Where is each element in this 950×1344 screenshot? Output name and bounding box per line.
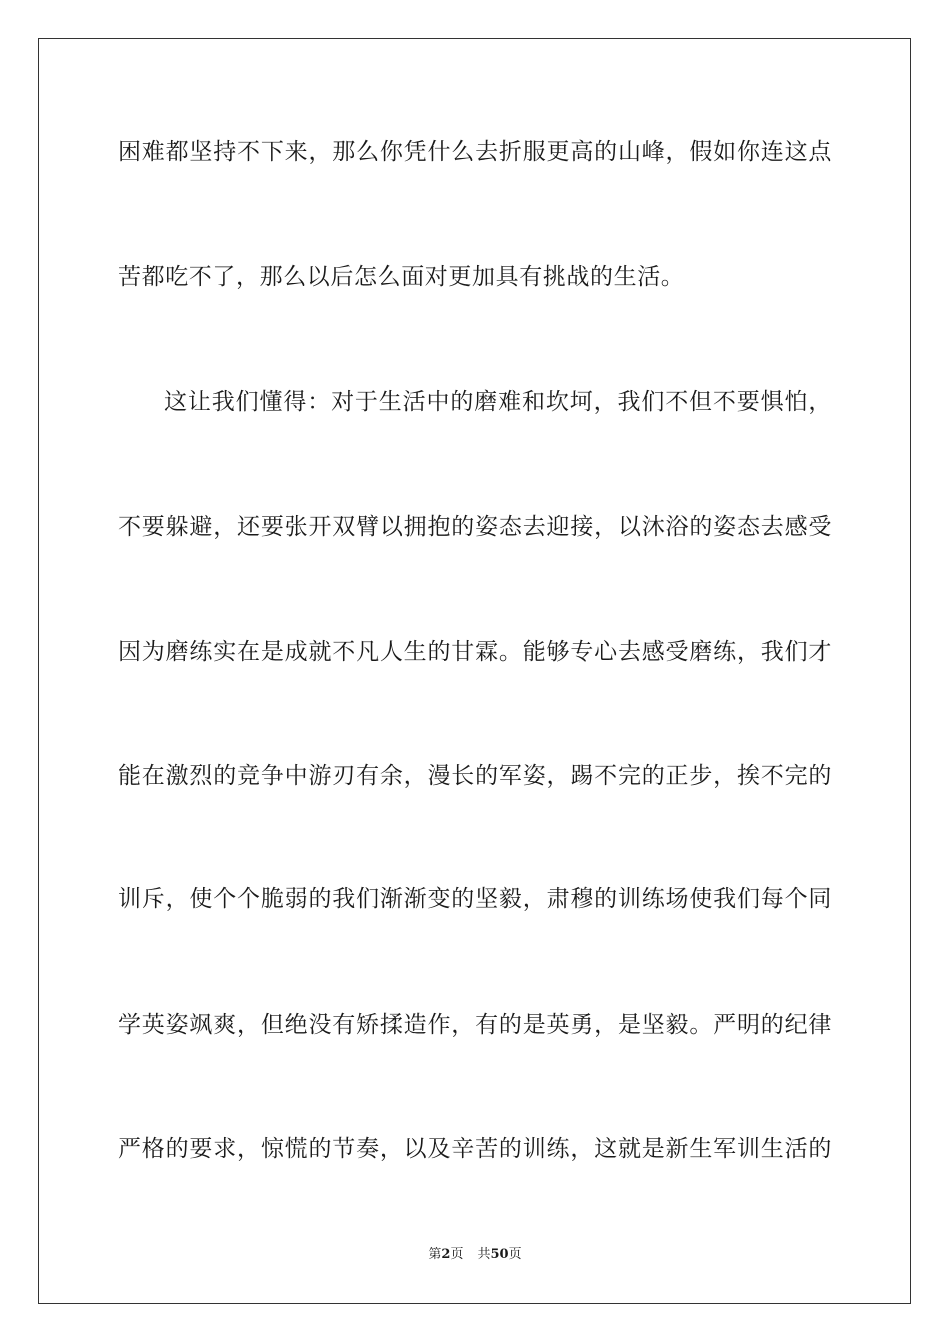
text-line: 苦都吃不了，那么以后怎么面对更加具有挑战的生活。 <box>118 264 685 290</box>
text-line: 严格的要求，惊慌的节奏，以及辛苦的训练，这就是新生军训生活的 <box>118 1136 832 1162</box>
text-line: 困难都坚持不下来，那么你凭什么去折服更高的山峰，假如你连这点 <box>118 139 832 165</box>
page-footer <box>0 1246 950 1264</box>
total-pages-prefix: 共 <box>477 1247 491 1262</box>
text-line: 不要躲避，还要张开双臂以拥抱的姿态去迎接，以沐浴的姿态去感受 <box>118 514 832 540</box>
current-page-number: 2 <box>441 1247 451 1262</box>
page-border <box>38 38 911 1304</box>
total-page-count: 50 <box>490 1247 509 1262</box>
text-line: 能在激烈的竞争中游刃有余，漫长的军姿，踢不完的正步，挨不完的 <box>118 763 832 789</box>
paragraph-first-line: 这让我们懂得：对于生活中的磨难和坎坷，我们不但不要惧怕， <box>164 389 832 415</box>
page-number-suffix: 页 <box>450 1247 464 1262</box>
text-line: 学英姿飒爽，但绝没有矫揉造作，有的是英勇，是坚毅。严明的纪律 <box>118 1012 832 1038</box>
text-line: 因为磨练实在是成就不凡人生的甘霖。能够专心去感受磨练，我们才 <box>118 639 832 665</box>
total-pages-suffix: 页 <box>508 1247 522 1262</box>
page-number-prefix: 第 <box>428 1247 442 1262</box>
text-line: 训斥，使个个脆弱的我们渐渐变的坚毅，肃穆的训练场使我们每个同 <box>118 886 832 912</box>
